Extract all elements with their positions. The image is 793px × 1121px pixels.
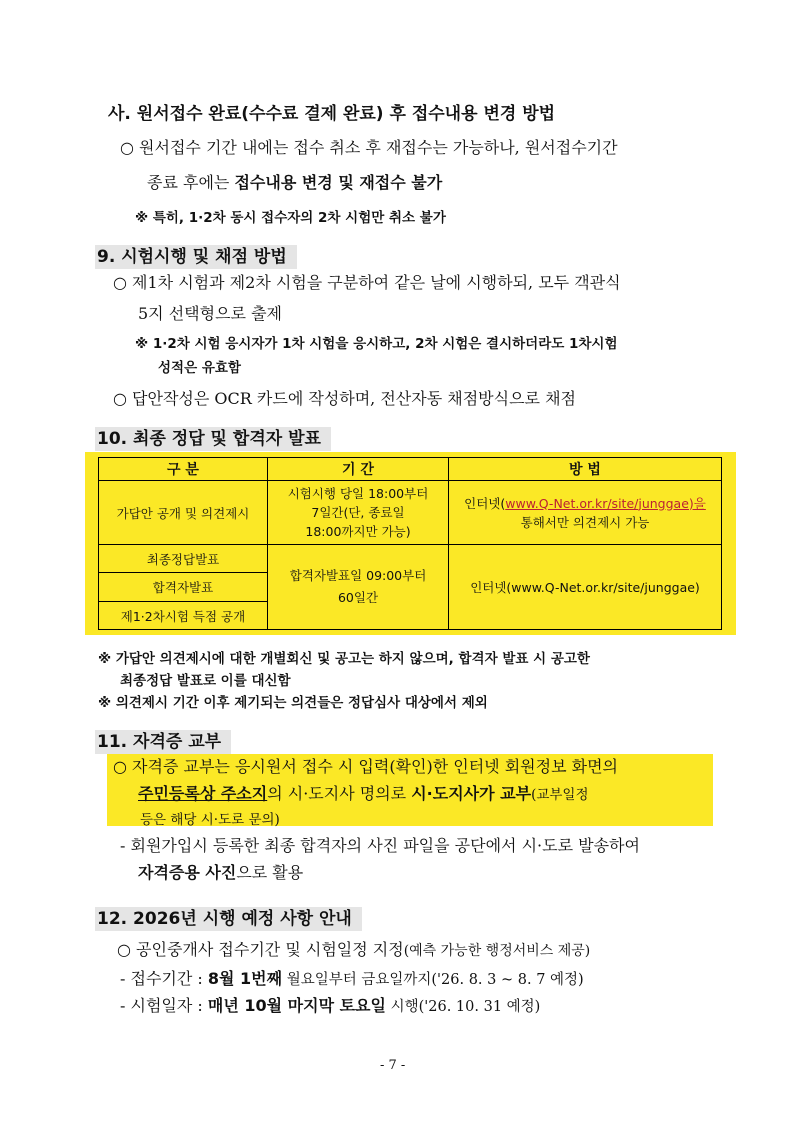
table-header-row [99,458,722,481]
s12-line2 [120,966,584,989]
s12-line2-bold: 8월 1번째 [207,969,283,988]
s9-line1: ○ 제1차 시험과 제2차 시험을 구분하여 같은 날에 시행하되, 모두 객관식 [113,273,621,292]
row2-category2: 합격자발표 [99,573,268,602]
s10-note1: ※ 가답안 의견제시에 대한 개별회신 및 공고는 하지 않으며, 합격자 발표 시 공고한 [98,651,590,667]
s9-line3: ○ 답안작성은 OCR 카드에 작성하며, 전산자동 채점방식으로 채점 [113,389,576,408]
s12-line3-rest: 시행('26. 10. 31 예정) [385,999,541,1015]
s12-line3-pre: - 시험일자 : [120,996,208,1015]
section-11-title [95,726,235,753]
row1-period-line2: 7일간(단, 종료일 [311,505,405,520]
s9-line2: 5지 선택형으로 출제 [138,304,282,323]
row2-period-line2: 60일간 [337,590,379,605]
table-row [99,481,722,545]
s11-line1: ○ 자격증 교부는 응시원서 접수 시 입력(확인)한 인터넷 회원정보 화면의 [113,757,618,776]
sa-line2-bold: 접수내용 변경 및 재접수 불가 [234,173,443,192]
row2-period-line1: 합격자발표일 09:00부터 [289,568,427,583]
section-10-title [95,423,335,450]
sa-note: ※ 특히, 1·2차 동시 접수자의 2차 시험만 취소 불가 [135,210,446,226]
s12-line2-rest: 월요일부터 금요일까지('26. 8. 3 ~ 8. 7 예정) [282,972,584,988]
section-sa-title [108,98,559,125]
s11-line5-rest: 으로 활용 [236,863,304,882]
row2-category1: 최종정답발표 [99,545,268,573]
s11-line2 [138,781,589,804]
sa-line2-pre: 종료 후에는 [147,173,235,192]
row1-method-line2: 통해서만 의견제시 가능 [520,514,650,530]
header-period: 기 간 [268,458,449,481]
row1-period-line3: 18:00까지만 가능) [305,524,411,539]
s12-line1-main: ○ 공인중개사 접수기간 및 시험일정 지정 [117,940,404,959]
row1-method-pre: 인터넷( [464,495,506,511]
s12-line1 [117,937,590,960]
s12-line2-pre: - 접수기간 : [120,969,208,988]
s11-address-bold: 주민등록상 주소지 [138,784,268,803]
s12-line3-bold: 매년 10월 마지막 토요일 [207,996,386,1015]
s12-line1-small: (예측 가능한 행정서비스 제공) [403,943,591,959]
header-category: 구 분 [99,458,268,481]
section-12-title-text: 12. 2026년 시행 예정 사항 안내 [95,907,362,931]
section-12-title [95,903,366,930]
row2-period [268,545,449,630]
sa-line2 [147,170,442,193]
s9-note2: 성적은 유효함 [158,360,241,376]
section-sa-title-text: 사. 원서접수 완료(수수료 결제 완료) 후 접수내용 변경 방법 [108,104,556,124]
row1-period [268,481,449,545]
section-10-title-text: 10. 최종 정답 및 합격자 발표 [95,427,331,451]
s10-note2: 최종정답 발표로 이를 대신함 [120,673,291,689]
s11-line3: 등은 해당 시·도로 문의) [140,812,280,828]
s11-line2-small: (교부일정 [531,787,589,803]
section-9-title [95,241,301,268]
row1-period-line1: 시험시행 당일 18:00부터 [287,486,429,501]
section-9-title-text: 9. 시험시행 및 채점 방법 [95,245,297,269]
s11-line4: - 회원가입시 등록한 최종 합격자의 사진 파일을 공단에서 시·도로 발송하여 [120,836,640,855]
qnet-link[interactable]: www.Q-Net.or.kr/site/junggae)을 [505,495,706,511]
row2-category3: 제1·2차시험 득점 공개 [99,602,268,630]
s12-line3 [120,993,540,1016]
section-11-title-text: 11. 자격증 교부 [95,730,231,754]
row1-method [449,481,722,545]
s11-photo-bold: 자격증용 사진 [138,863,237,882]
s10-note3: ※ 의견제시 기간 이후 제기되는 의견들은 정답심사 대상에서 제외 [98,695,488,711]
row1-category: 가답안 공개 및 의견제시 [99,481,268,545]
results-table [98,457,722,630]
s11-line5 [138,860,303,883]
s9-note1: ※ 1·2차 시험 응시자가 1차 시험을 응시하고, 2차 시험은 결시하더라도 1차시험 [135,336,618,352]
s11-issuer-bold: 시·도지사가 교부 [411,784,532,803]
table-row [99,545,722,573]
s11-line2-mid: 의 시·도지사 명의로 [267,784,412,803]
header-method: 방 법 [449,458,722,481]
row2-method: 인터넷(www.Q-Net.or.kr/site/junggae) [449,545,722,630]
sa-line1: ○ 원서접수 기간 내에는 접수 취소 후 재접수는 가능하나, 원서접수기간 [120,138,618,157]
page-number: - 7 - [380,1058,406,1073]
